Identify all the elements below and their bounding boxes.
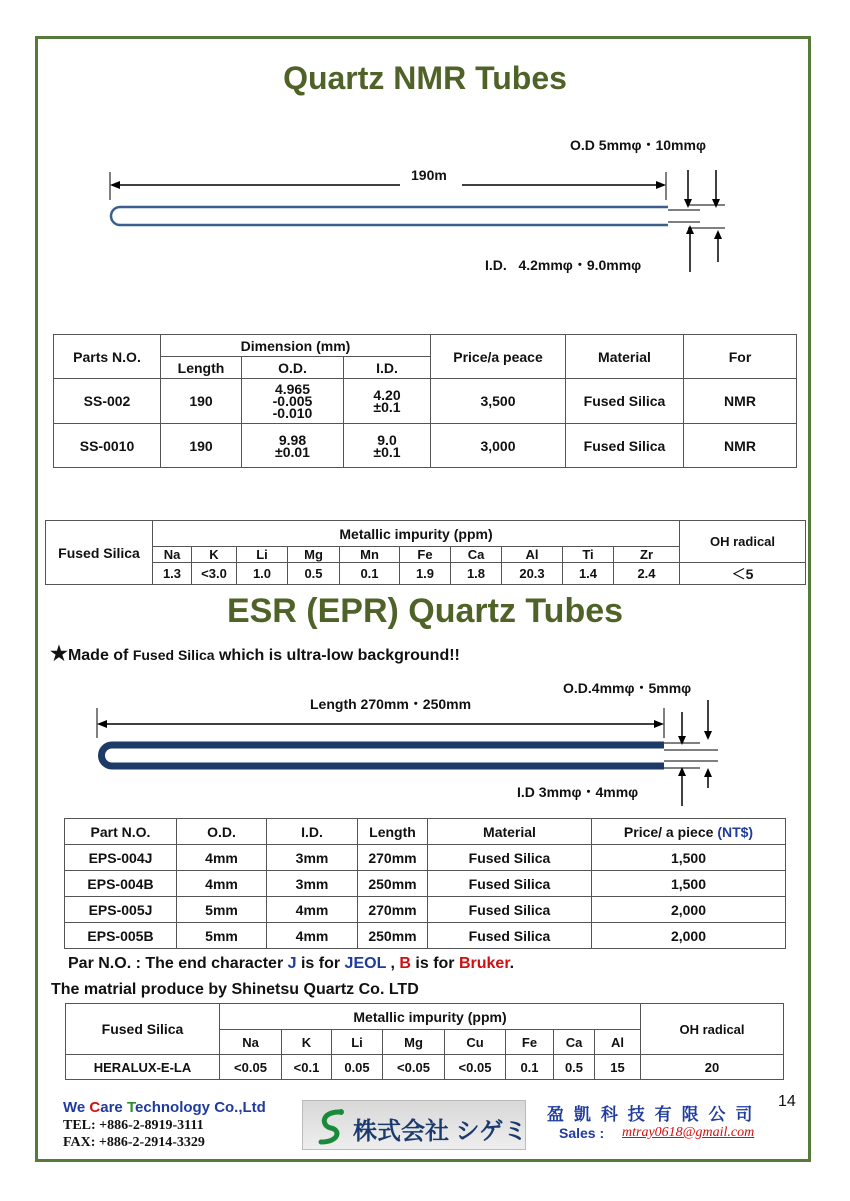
length-value: 250mm xyxy=(358,923,428,949)
element-label: Ca xyxy=(451,547,502,563)
element-label: Li xyxy=(237,547,288,563)
esr-length-label: Length 270mm・250mm xyxy=(310,696,472,712)
impurity-heading: Metallic impurity (ppm) xyxy=(153,521,680,547)
element-label: K xyxy=(192,547,237,563)
esr-note: ★Made of Fused Silica which is ultra-low background!! xyxy=(50,643,460,665)
material-value: Fused Silica xyxy=(566,379,684,424)
header-length: Length xyxy=(161,357,242,379)
element-label: Mg xyxy=(288,547,340,563)
impurity-value: <0.05 xyxy=(383,1055,445,1080)
header-for: For xyxy=(684,335,797,379)
header-od: O.D. xyxy=(177,819,267,845)
element-label: Fe xyxy=(400,547,451,563)
table-row xyxy=(54,379,797,424)
impurity-value: 1.3 xyxy=(153,563,192,585)
element-label: Al xyxy=(502,547,563,563)
element-label: Li xyxy=(332,1030,383,1055)
impurity-value: <3.0 xyxy=(192,563,237,585)
esr-id-label: I.D 3mmφ・4mmφ xyxy=(517,784,639,800)
oh-heading: OH radical xyxy=(680,521,806,563)
length-value: 270mm xyxy=(358,845,428,871)
header-material: Material xyxy=(566,335,684,379)
esr-od-label: O.D.4mmφ・5mmφ xyxy=(563,680,692,696)
impurity-material: Fused Silica xyxy=(46,521,153,585)
logo-mark-icon xyxy=(311,1106,351,1146)
impurity-value: 1.8 xyxy=(451,563,502,585)
tel: TEL: +886-2-8919-3111 xyxy=(63,1118,204,1133)
price-value: 2,000 xyxy=(592,897,786,923)
nmr-length-label: 190m xyxy=(411,167,447,183)
esr-impurity-table xyxy=(65,1003,784,1080)
header-id: I.D. xyxy=(267,819,358,845)
length-value: 250mm xyxy=(358,871,428,897)
for-value: NMR xyxy=(684,424,797,468)
page-number: 14 xyxy=(778,1093,796,1110)
header-parts: Parts N.O. xyxy=(54,335,161,379)
impurity-value: 0.05 xyxy=(332,1055,383,1080)
nmr-id-label: I.D. 4.2mmφ・9.0mmφ xyxy=(485,257,642,273)
header-od: O.D. xyxy=(242,357,344,379)
nmr-title: Quartz NMR Tubes xyxy=(283,60,567,96)
material-value: Fused Silica xyxy=(428,923,592,949)
table-row xyxy=(54,424,797,468)
material-value: Fused Silica xyxy=(428,871,592,897)
id-value: 9.0 ±0.1 xyxy=(344,424,431,468)
nmr-spec-table xyxy=(53,334,797,468)
logo-text: 株式会社 シゲミ xyxy=(353,1118,528,1145)
header-material: Material xyxy=(428,819,592,845)
esr-spec-table xyxy=(64,818,786,949)
od-value: 4.965 -0.005 -0.010 xyxy=(242,379,344,424)
element-label: Zr xyxy=(614,547,680,563)
id-value: 4mm xyxy=(267,897,358,923)
element-label: Mn xyxy=(340,547,400,563)
sales-label: Sales : xyxy=(559,1125,605,1141)
element-label: Na xyxy=(153,547,192,563)
header-part: Part N.O. xyxy=(65,819,177,845)
id-value: 3mm xyxy=(267,871,358,897)
table-row xyxy=(65,897,786,923)
impurity-value: <0.05 xyxy=(220,1055,282,1080)
element-label: Cu xyxy=(445,1030,506,1055)
impurity-value: 0.5 xyxy=(288,563,340,585)
nmr-tube-shape xyxy=(111,207,668,225)
element-label: Ca xyxy=(554,1030,595,1055)
nmr-impurity-table xyxy=(45,520,806,585)
header-dimension: Dimension (mm) xyxy=(161,335,431,357)
part-number: EPS-005B xyxy=(65,923,177,949)
company-name: We Care Technology Co.,Ltd xyxy=(63,1099,266,1116)
id-value: 4mm xyxy=(267,923,358,949)
element-label: Ti xyxy=(563,547,614,563)
impurity-value: 1.9 xyxy=(400,563,451,585)
impurity-value: 0.1 xyxy=(340,563,400,585)
impurity-material: Fused Silica xyxy=(66,1004,220,1055)
element-label: K xyxy=(282,1030,332,1055)
grade-name: HERALUX-E-LA xyxy=(66,1055,220,1080)
header-price: Price/ a piece (NT$) xyxy=(592,819,786,845)
element-label: Fe xyxy=(506,1030,554,1055)
value-row xyxy=(46,563,806,585)
impurity-value: 20.3 xyxy=(502,563,563,585)
part-suffix-note: Par N.O. : The end character J is for JEOL , B is for Bruker. xyxy=(68,955,515,972)
table-row xyxy=(65,845,786,871)
chinese-company-name: 盈 凱 科 技 有 限 公 司 xyxy=(547,1105,755,1125)
material-value: Fused Silica xyxy=(566,424,684,468)
element-label: Al xyxy=(595,1030,641,1055)
table-row xyxy=(65,871,786,897)
part-number: SS-0010 xyxy=(54,424,161,468)
header-length: Length xyxy=(358,819,428,845)
oh-heading: OH radical xyxy=(641,1004,784,1055)
price-value: 3,000 xyxy=(431,424,566,468)
table-row xyxy=(65,923,786,949)
header-price: Price/a peace xyxy=(431,335,566,379)
manufacturer-note: The matrial produce by Shinetsu Quartz Co. LTD xyxy=(51,981,419,998)
price-value: 1,500 xyxy=(592,871,786,897)
impurity-value: 15 xyxy=(595,1055,641,1080)
price-value: 3,500 xyxy=(431,379,566,424)
value-row xyxy=(66,1055,784,1080)
length-value: 190 xyxy=(161,379,242,424)
star-icon: ★ xyxy=(50,643,68,665)
impurity-value: <0.1 xyxy=(282,1055,332,1080)
fax: FAX: +886-2-2914-3329 xyxy=(63,1135,205,1150)
part-number: EPS-004J xyxy=(65,845,177,871)
od-value: 5mm xyxy=(177,897,267,923)
impurity-value: 0.5 xyxy=(554,1055,595,1080)
esr-tube-shape xyxy=(102,745,665,766)
nmr-od-label: O.D 5mmφ・10mmφ xyxy=(570,137,706,153)
od-value: 4mm xyxy=(177,845,267,871)
impurity-value: 1.0 xyxy=(237,563,288,585)
od-value: 9.98 ±0.01 xyxy=(242,424,344,468)
material-value: Fused Silica xyxy=(428,897,592,923)
shigemi-logo xyxy=(302,1100,526,1150)
esr-title: ESR (EPR) Quartz Tubes xyxy=(226,592,624,630)
impurity-value: 2.4 xyxy=(614,563,680,585)
impurity-heading: Metallic impurity (ppm) xyxy=(220,1004,641,1030)
part-number: SS-002 xyxy=(54,379,161,424)
impurity-value: <0.05 xyxy=(445,1055,506,1080)
od-value: 4mm xyxy=(177,871,267,897)
price-value: 1,500 xyxy=(592,845,786,871)
price-value: 2,000 xyxy=(592,923,786,949)
element-label: Na xyxy=(220,1030,282,1055)
id-value: 4.20 ±0.1 xyxy=(344,379,431,424)
sales-email-link[interactable]: mtray0618@gmail.com xyxy=(622,1125,755,1140)
oh-value: 20 xyxy=(641,1055,784,1080)
element-label: Mg xyxy=(383,1030,445,1055)
oh-value: ＜5 xyxy=(680,563,806,585)
material-value: Fused Silica xyxy=(428,845,592,871)
length-value: 190 xyxy=(161,424,242,468)
impurity-value: 0.1 xyxy=(506,1055,554,1080)
length-value: 270mm xyxy=(358,897,428,923)
part-number: EPS-005J xyxy=(65,897,177,923)
part-number: EPS-004B xyxy=(65,871,177,897)
impurity-value: 1.4 xyxy=(563,563,614,585)
header-id: I.D. xyxy=(344,357,431,379)
od-value: 5mm xyxy=(177,923,267,949)
id-value: 3mm xyxy=(267,845,358,871)
for-value: NMR xyxy=(684,379,797,424)
